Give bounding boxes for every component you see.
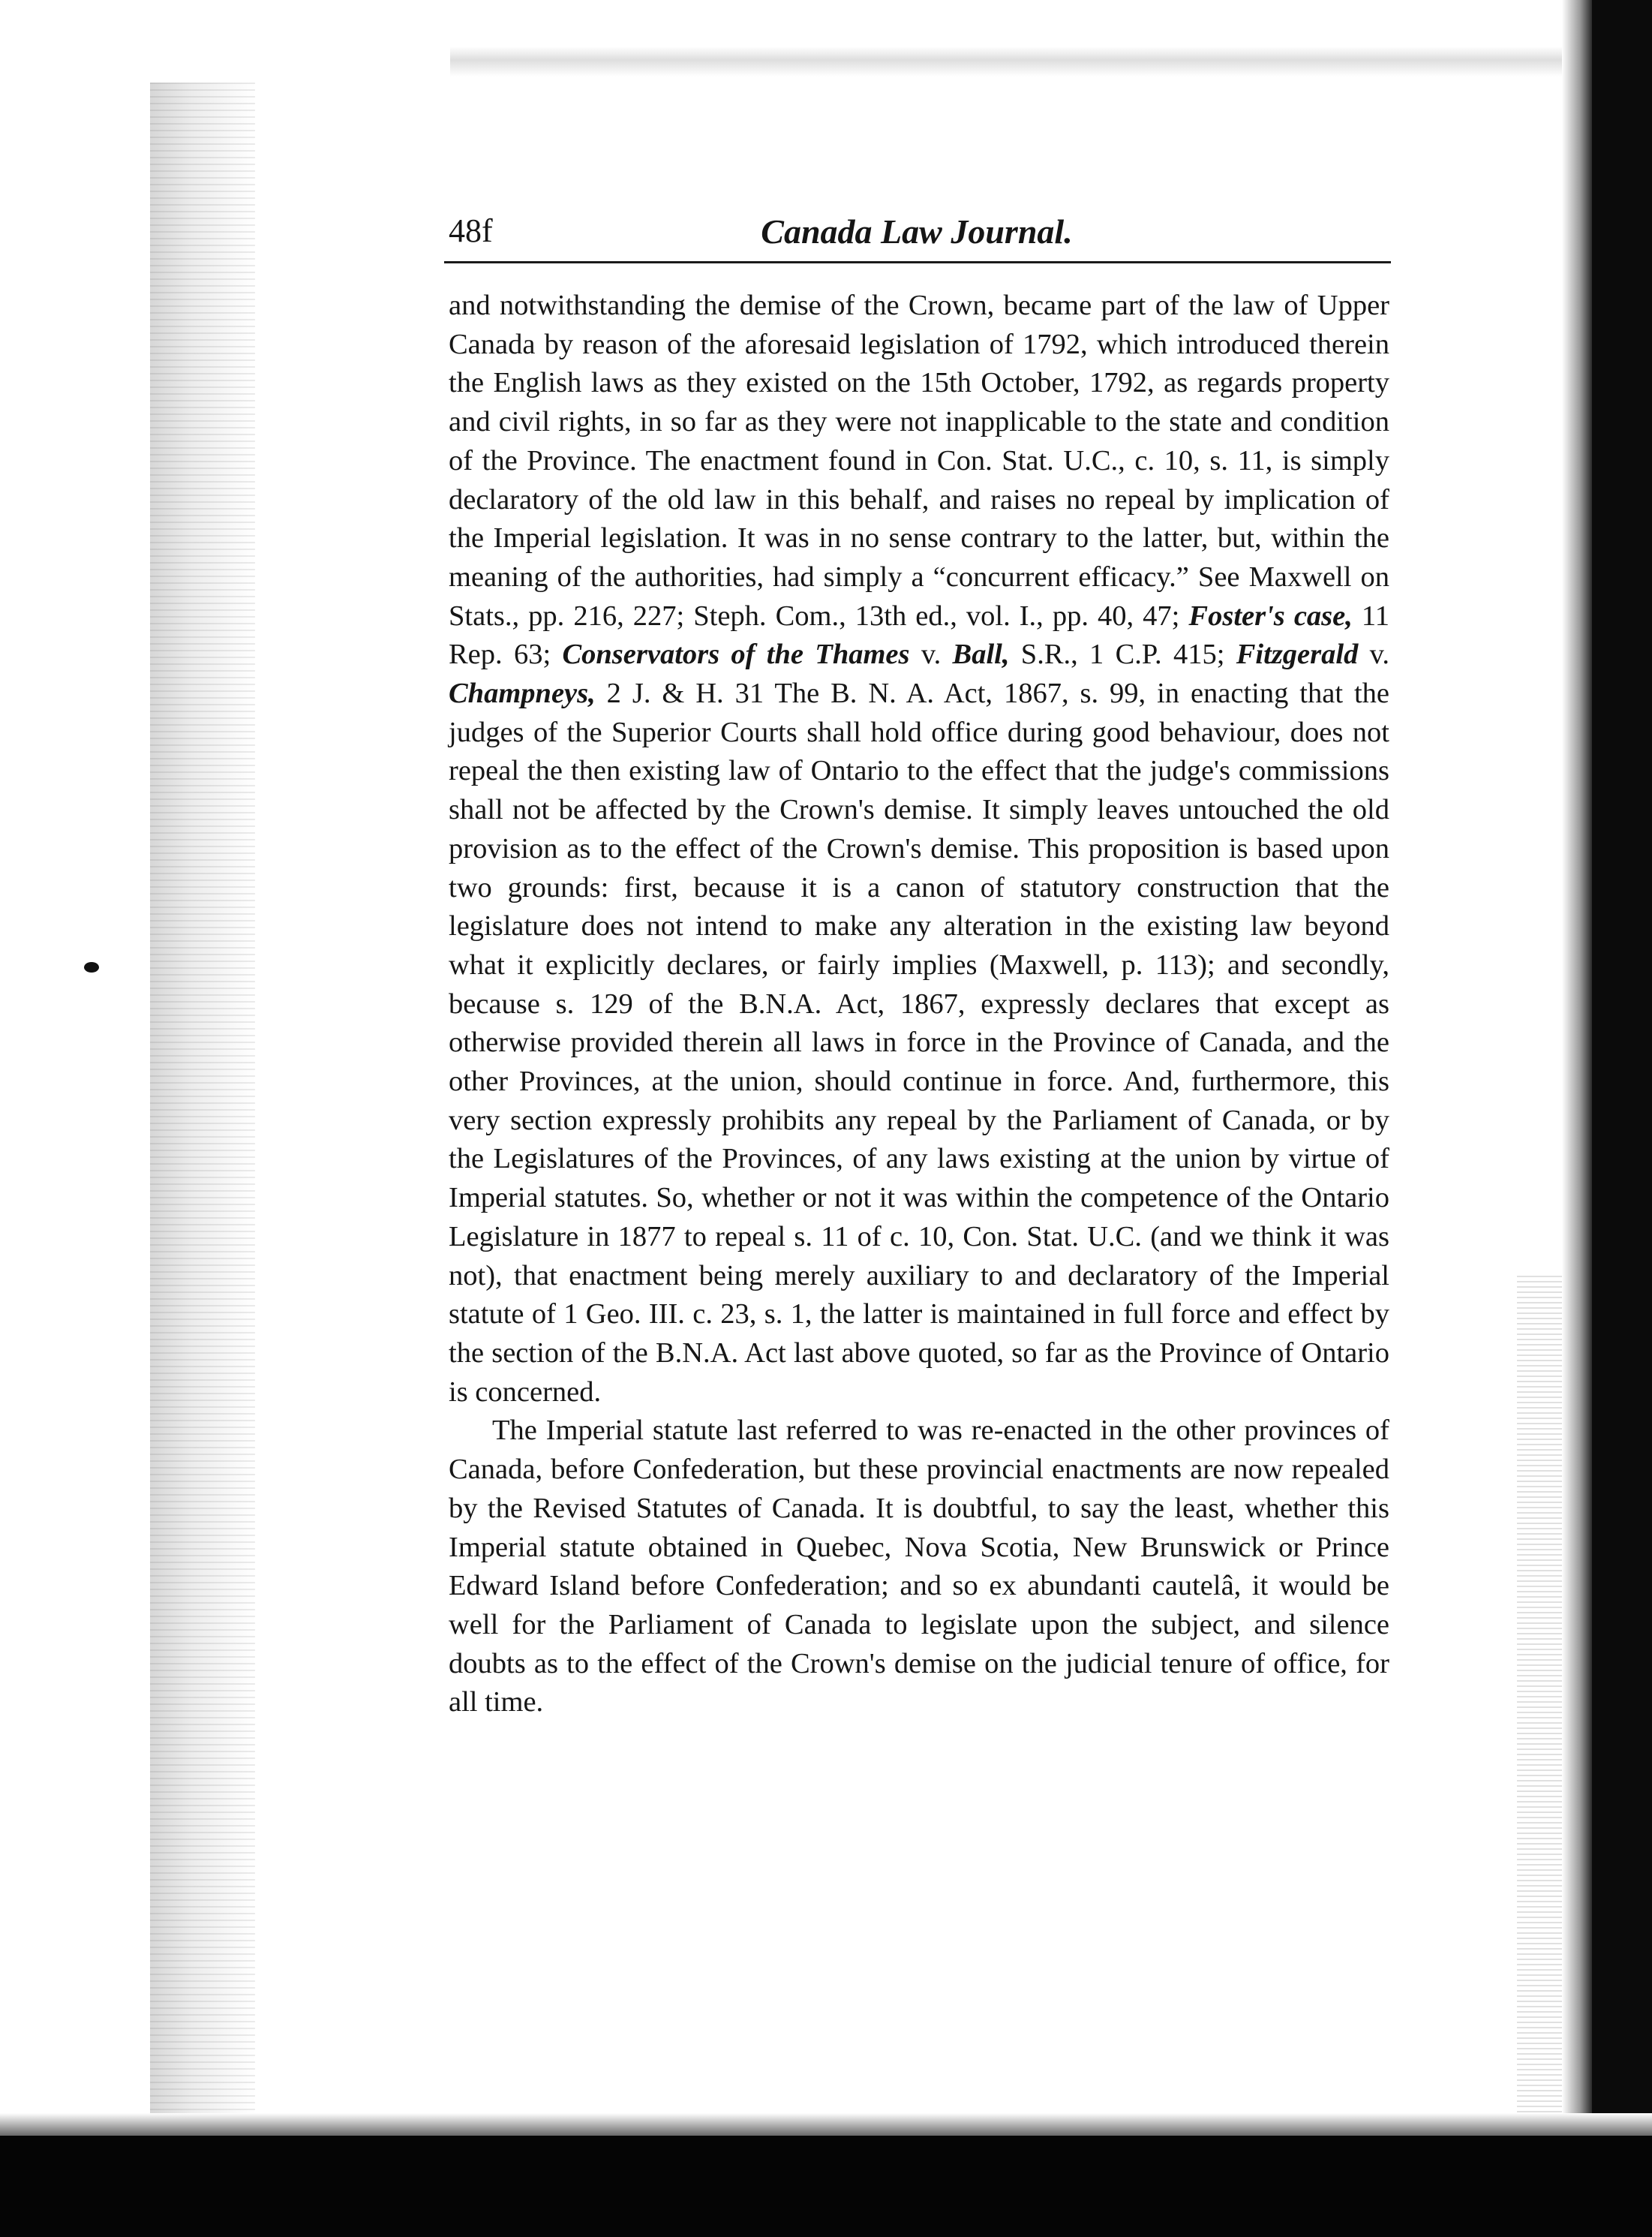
header-rule [444, 261, 1391, 263]
scan-bottom-shadow [0, 2113, 1652, 2136]
page-number: 48f [449, 212, 493, 249]
scan-right-edge-noise [1517, 1276, 1562, 2139]
case-citation: Foster's case, [1188, 600, 1353, 632]
text-run: 11 Rep. 63; [449, 600, 1389, 671]
scan-right-edge-shadow [1562, 0, 1592, 2237]
paragraph-1 [449, 287, 1389, 1412]
text-run: The Imperial statute last referred to was re-enacted in the other provinces of Canada, before Confederation, but these provincial enactments are now repealed by the Revised Statutes of Canada. It is doubtful, to say the least, whether this Imperial statute obtained in Quebec, Nova Scotia, New Brunswick or Prince Edward Island before Confederation; and so ex abundanti cautelâ, it would be well for the Parliament of Canada to legislate upon the subject, and silence doubts as to the effect of the Crown's demise on the judicial tenure of office, for all time. [449, 1415, 1389, 1718]
text-run: v. [909, 639, 953, 671]
article-body [449, 287, 1389, 1722]
scan-left-binding-noise [150, 83, 255, 2124]
case-citation: Fitzgerald [1236, 639, 1359, 671]
text-run: 2 J. & H. 31 The B. N. A. Act, 1867, s. 99, in enacting that the judges of the Superior Courts shall hold office during good behaviour, does not repeal the then existing law of Ontario to the effect that the judge's commissions shall not be affected by the Crown's demise. It simply leaves untouched the old provision as to the effect of the Crown's demise. This proposition is based upon two grounds: first, because it is a canon of statutory construction that the legislature does not intend to make any alteration in the existing law beyond what it explicitly declares, or fairly implies (Maxwell, p. 113); and secondly, because s. 129 of the B.N.A. Act, 1867, expressly declares that except as otherwise provided therein all laws in force in the Province of Canada, and the other Provinces, at the union, should continue in force. And, furthermore, this very section expressly prohibits any repeal by the Parliament of Canada, or by the Legislatures of the Provinces, of any laws existing at the union by virtue of Imperial statutes. So, whether or not it was within the competence of the Ontario Legislature in 1877 to repeal s. 11 of c. 10, Con. Stat. U.C. (and we think it was not), that enactment being merely auxiliary to and declaratory of the Imperial statute of 1 Geo. III. c. 23, s. 1, the latter is maintained in full force and effect by the section of the B.N.A. Act last above quoted, so far as the Province of Ontario is concerned. [449, 678, 1389, 1408]
scan-bottom-border [0, 2136, 1652, 2237]
text-run: and notwithstanding the demise of the Crown, became part of the law of Upper Canada by reason of the aforesaid legislation of 1792, which introduced therein the English laws as they existed on the 15th October, 1792, as regards property and civil rights, in so far as they were not inapplicable to the state and condition of the Province. The enactment found in Con. Stat. U.C., c. 10, s. 11, is simply declaratory of the old law in this behalf, and raises no repeal by implication of the Imperial legislation. It was in no sense contrary to the latter, but, within the meaning of the authorities, had simply a “concurrent efficacy.” See Maxwell on Stats., pp. 216, 227; Steph. Com., 13th ed., vol. I., pp. 40, 47; [449, 290, 1389, 632]
journal-title: Canada Law Journal. [761, 212, 1073, 251]
case-citation: Conservators of the Thames [562, 639, 910, 671]
scan-top-shadow [450, 47, 1652, 77]
text-run: S.R., 1 C.P. 415; [1009, 639, 1236, 671]
text-run: v. [1358, 639, 1390, 671]
running-head [444, 212, 1389, 264]
scan-blot [84, 962, 99, 973]
case-citation: Ball, [952, 639, 1010, 671]
paragraph-2 [449, 1412, 1389, 1722]
case-citation: Champneys, [449, 678, 596, 710]
scan-right-border [1592, 0, 1652, 2237]
